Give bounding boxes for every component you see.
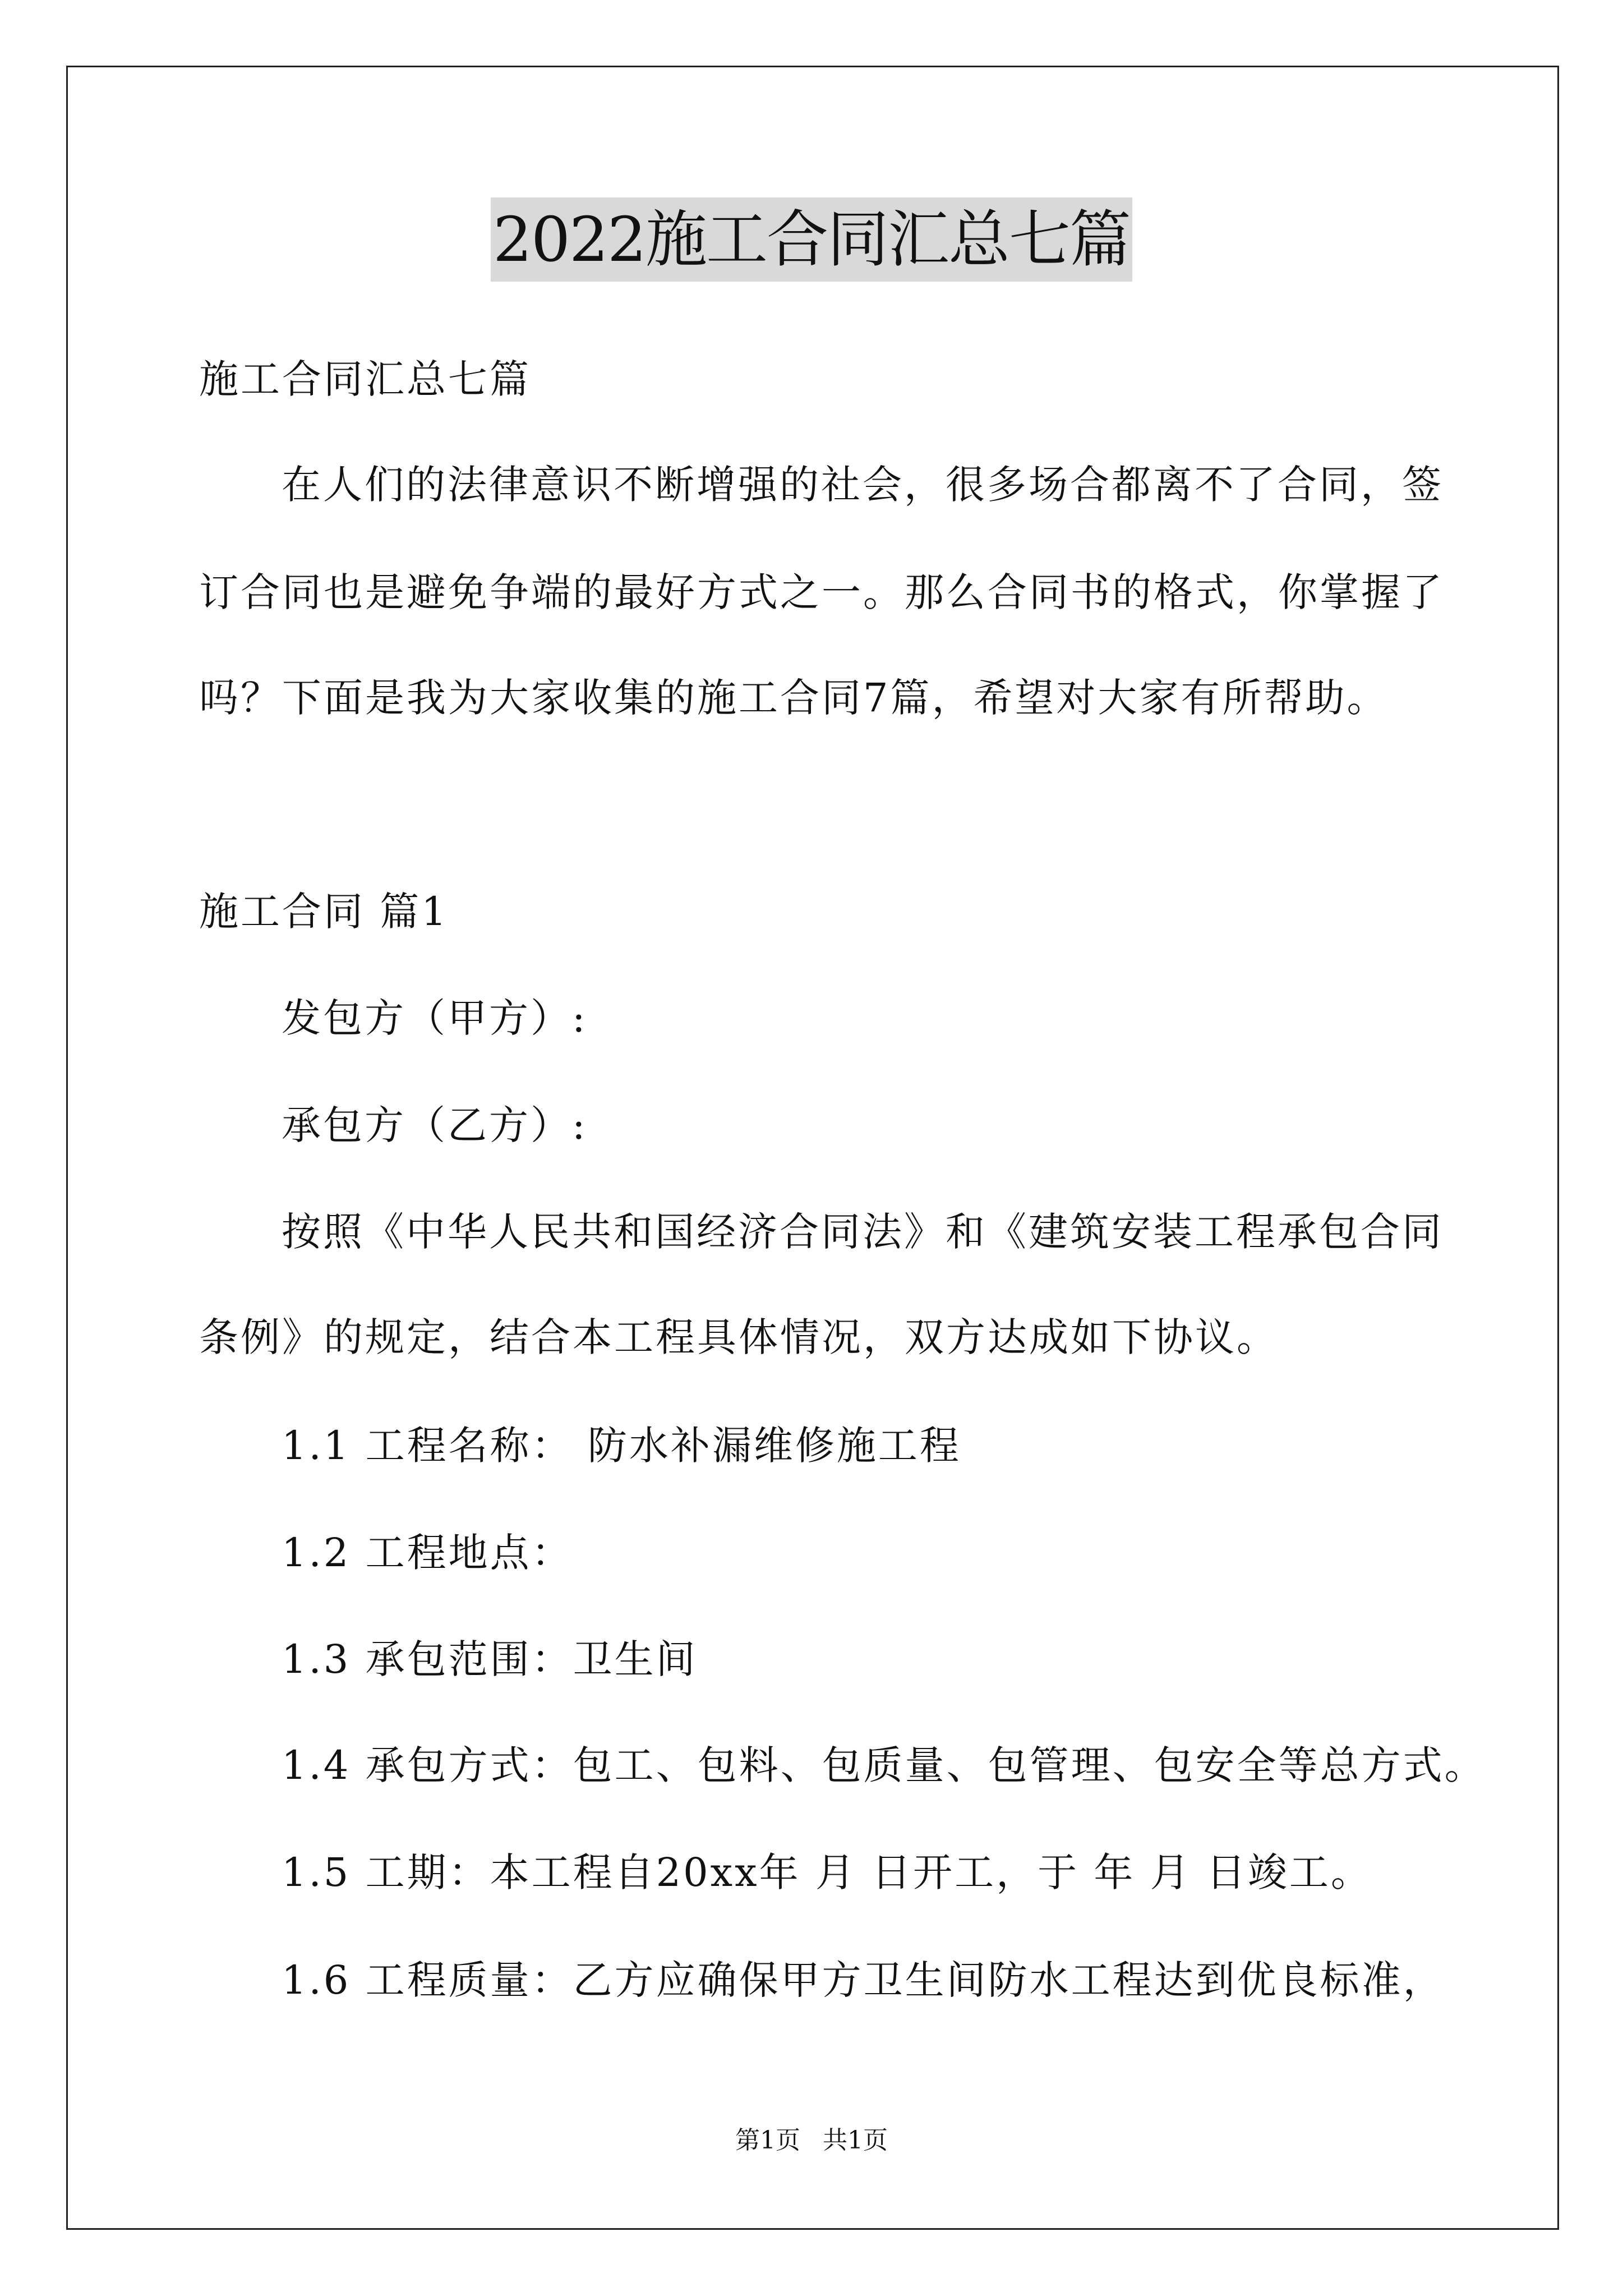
party-a-line: 发包方（甲方）: (282, 995, 588, 1041)
title-container (0, 197, 1623, 282)
clause-1-4: 1.4 承包方式：包工、包料、包质量、包管理、包安全等总方式。 (282, 1742, 1486, 1788)
clause-1-2: 1.2 工程地点： (282, 1530, 573, 1576)
party-b-line: 承包方（乙方）: (282, 1102, 588, 1148)
document-title: 2022施工合同汇总七篇 (491, 197, 1132, 282)
page-number-current: 第1页 (735, 2126, 800, 2155)
page-footer (0, 2124, 1623, 2157)
page-number-total: 共1页 (823, 2126, 888, 2155)
intro-line-1: 在人们的法律意识不断增强的社会，很多场合都离不了合同，签 (282, 462, 1444, 508)
clause-1-3: 1.3 承包范围：卫生间 (282, 1636, 698, 1682)
section-heading: 施工合同 篇1 (199, 889, 449, 935)
clause-1-6: 1.6 工程质量：乙方应确保甲方卫生间防水工程达到优良标准， (282, 1957, 1445, 2003)
clause-1-1: 1.1 工程名称： 防水补漏维修施工程 (282, 1423, 961, 1469)
intro-line-3: 吗？下面是我为大家收集的施工合同7篇，希望对大家有所帮助。 (199, 675, 1389, 721)
intro-line-2: 订合同也是避免争端的最好方式之一。那么合同书的格式，你掌握了 (199, 569, 1444, 615)
basis-line-2: 条例》的规定，结合本工程具体情况，双方达成如下协议。 (199, 1314, 1278, 1360)
clause-1-5: 1.5 工期：本工程自20xx年 月 日开工，于 年 月 日竣工。 (282, 1849, 1372, 1895)
document-subtitle: 施工合同汇总七篇 (199, 356, 531, 402)
basis-line-1: 按照《中华人民共和国经济合同法》和《建筑安装工程承包合同 (282, 1209, 1444, 1255)
